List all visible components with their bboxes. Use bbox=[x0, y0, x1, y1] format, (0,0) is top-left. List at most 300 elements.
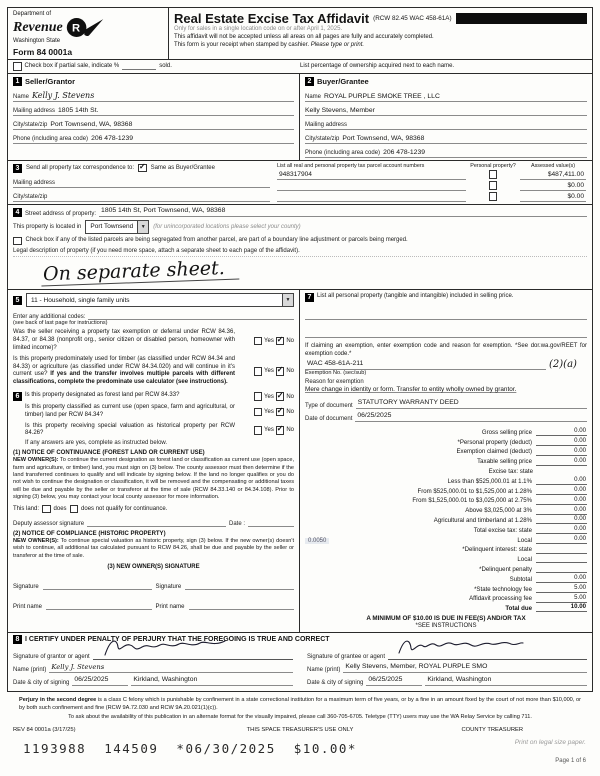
fee-amount[interactable] bbox=[536, 571, 587, 573]
buyer-phone-row bbox=[305, 144, 587, 158]
fee-label: Affidavit processing fee bbox=[469, 595, 532, 603]
fee-label: Local bbox=[517, 556, 532, 564]
no-checkbox[interactable] bbox=[276, 367, 285, 376]
fee-amount[interactable]: 0.00 bbox=[536, 457, 587, 466]
sold-label: sold. bbox=[159, 63, 172, 70]
fee-table bbox=[305, 426, 587, 612]
perjury-notice bbox=[19, 697, 581, 712]
partial-sale-row bbox=[8, 60, 592, 74]
fee-amount[interactable]: 10.00 bbox=[536, 603, 587, 612]
fee-label: *Personal property (deduct) bbox=[457, 438, 532, 446]
fee-row-total-due bbox=[305, 603, 587, 613]
grantor-date-label: Date & city of signing bbox=[13, 680, 70, 687]
document-type-label: Type of document bbox=[305, 403, 353, 410]
seller-title: Seller/Grantor bbox=[25, 76, 76, 86]
fee-amount[interactable] bbox=[536, 561, 587, 563]
agency-logo-block bbox=[8, 8, 169, 59]
section-1-number: 1 bbox=[13, 77, 22, 86]
exemption-handwritten-code[interactable]: (2)(a) bbox=[549, 359, 577, 371]
correspondence-mailing-row bbox=[13, 174, 270, 188]
fee-row-processing bbox=[305, 593, 587, 603]
seller-city-row bbox=[13, 116, 294, 130]
buyer-city-row bbox=[305, 130, 587, 144]
grantee-date-label: Date & city of signing bbox=[307, 680, 364, 687]
fee-label: From $1,525,000.01 to $3,025,000 at 2.75% bbox=[412, 497, 532, 505]
additional-codes-label: Enter any additional codes: bbox=[13, 314, 86, 321]
grantor-city-field[interactable]: Kirkland, Washington bbox=[131, 676, 293, 686]
county-treasurer-label: COUNTY TREASURER bbox=[461, 727, 524, 734]
fee-row-technology bbox=[305, 583, 587, 593]
land-use-code-value: 11 - Household, single family units bbox=[31, 296, 130, 304]
buyer-city-label: City/state/zip bbox=[305, 135, 340, 142]
assessed-value-field[interactable]: $0.00 bbox=[520, 193, 586, 202]
checkmark-icon: ✓ bbox=[276, 335, 284, 345]
fee-amount[interactable]: 5.00 bbox=[536, 584, 587, 593]
fee-amount[interactable]: 0.00 bbox=[536, 437, 587, 446]
yes-no-group bbox=[238, 329, 294, 352]
buyer-phone-label: Phone (including area code) bbox=[305, 149, 381, 156]
same-as-buyer-checkbox[interactable] bbox=[138, 164, 147, 173]
form-title: Real Estate Excise Tax Affidavit bbox=[174, 11, 370, 26]
legal-description-handwritten: On separate sheet. bbox=[41, 257, 240, 287]
street-address-row bbox=[13, 207, 587, 217]
buyer-header bbox=[305, 75, 587, 88]
grantor-date-field[interactable]: 06/25/2025 bbox=[72, 676, 128, 686]
certify-statement: I CERTIFY UNDER PENALTY OF PERJURY THAT THE FOREGOING IS TRUE AND CORRECT bbox=[25, 636, 330, 644]
grantor-signature-field[interactable] bbox=[93, 647, 293, 660]
fee-label: Exemption claimed (deduct) bbox=[456, 448, 532, 456]
fee-label: Gross selling price bbox=[481, 428, 532, 436]
correspondence-city-field[interactable] bbox=[50, 191, 270, 200]
checkmark-icon: ✓ bbox=[276, 424, 284, 434]
no-label: No bbox=[286, 393, 294, 400]
fee-row-personal bbox=[305, 436, 587, 446]
section-8-number: 8 bbox=[13, 635, 22, 644]
section-1-seller-grantor bbox=[8, 74, 300, 160]
left-column bbox=[8, 290, 300, 632]
grantee-date-row bbox=[307, 676, 587, 686]
notice-compliance-text: To continue special valuation as historic property, sign (3) below. If the new owner(s) doesn't wish to continue, all additional tax calculated pursuant to RCW 84.26, shall be due and payable by the seller or transferor at the time of sale. bbox=[13, 538, 294, 559]
fee-row-delinquent-local bbox=[305, 554, 587, 564]
fee-amount[interactable]: 0.00 bbox=[536, 447, 587, 456]
grantee-name-row bbox=[307, 663, 587, 673]
fee-label: *Delinquent interest: state bbox=[462, 546, 532, 554]
personal-property-header: Personal property? bbox=[470, 162, 516, 169]
document-date-row bbox=[305, 412, 587, 422]
correspondence-city-row bbox=[13, 188, 270, 202]
grantor-name-label: Name (print) bbox=[13, 667, 47, 674]
owner-signature-row bbox=[13, 581, 294, 590]
buyer-title: Buyer/Grantee bbox=[317, 76, 369, 86]
notice-continuance-text: To continue the current designation as forest land or classification as current use (open space, farm and agriculture, or timber) land, you must sign on (3) below. The county assessor must then determine if the land transferred continues to qualify and will indicate by signing below. If the land no longer qualifies or you do not wish to continue the designation or classification, it will be removed and the compensating or additional taxes will be due and payable by the seller or transferor at the time of sale (RCW 84.33.140 or 84.34.108). Prior to signing (3) below, you may contact your local county assessor for more information. bbox=[13, 457, 295, 501]
local-rate-value: 0.0050 bbox=[305, 538, 329, 544]
parcel-row bbox=[277, 180, 586, 191]
yes-no-group bbox=[238, 404, 294, 420]
deputy-date-field[interactable] bbox=[248, 518, 294, 527]
additional-codes-note: (see back of last page for instructions) bbox=[13, 320, 108, 327]
signature-label: Signature bbox=[13, 584, 39, 591]
parcel-row bbox=[277, 191, 586, 202]
chevron-down-icon: ▼ bbox=[282, 294, 293, 306]
parcel-table-header bbox=[277, 163, 586, 169]
question-text: Was the seller receiving a property tax exemption or deferral under RCW 84.36, 84.37, or 84.38 (nonprofit org., senior citizen or disabled person, homeowner with limited income)? bbox=[13, 329, 235, 352]
parcel-number-field[interactable] bbox=[277, 189, 466, 191]
document-type-field[interactable]: STATUTORY WARRANTY DEED bbox=[356, 399, 587, 409]
fee-row-agricultural bbox=[305, 515, 587, 525]
parcel-number-field[interactable] bbox=[277, 200, 466, 202]
segregated-label: Check box if any of the listed parcels are being segregated from another parcel, are part of a boundary line adjustment or parcels being merged. bbox=[25, 236, 408, 243]
owner-printname-row bbox=[13, 601, 294, 610]
parcel-number-field[interactable]: 948317904 bbox=[277, 171, 466, 180]
fee-amount[interactable]: 0.00 bbox=[536, 535, 587, 544]
title-row bbox=[174, 11, 587, 26]
rev-row bbox=[13, 727, 587, 733]
grantor-date-row bbox=[13, 676, 293, 686]
grantee-column bbox=[307, 644, 587, 686]
question-text: Is this property classified as current use (open space, farm and agricultural, or timber) land per RCW 84.34? bbox=[25, 404, 235, 418]
grantor-column bbox=[13, 644, 293, 686]
fee-amount[interactable]: 0.00 bbox=[536, 496, 587, 505]
grantor-signature-label: Signature of grantor or agent bbox=[13, 654, 90, 661]
fee-row-local bbox=[305, 534, 587, 544]
form-container bbox=[7, 7, 593, 692]
buyer-name-label: Name bbox=[305, 93, 322, 100]
no-checkbox[interactable] bbox=[276, 337, 285, 346]
partial-sale-left bbox=[13, 62, 300, 71]
fee-amount[interactable] bbox=[536, 552, 587, 554]
grantee-name-field[interactable]: Kelly Stevens, Member, ROYAL PURPLE SMO bbox=[343, 663, 587, 673]
print-legal-note: Print on legal size paper. bbox=[514, 739, 586, 746]
deputy-assessor-label: Deputy assessor signature bbox=[13, 521, 85, 527]
owner-signature-field[interactable] bbox=[185, 581, 294, 590]
title-block bbox=[169, 8, 592, 59]
main-columns bbox=[8, 289, 592, 632]
question-text-bold: If yes and the transfer involves multiple parcels with different classifications, complete the predominate use calculator (see instructions). bbox=[13, 371, 235, 386]
no-checkbox[interactable] bbox=[276, 426, 285, 435]
no-label: No bbox=[286, 408, 294, 415]
cashier-validation-stamp: 1193988 144509 *06/30/2025 $10.00* bbox=[23, 741, 357, 757]
fee-amount[interactable]: 0.00 bbox=[536, 427, 587, 436]
seller-phone-row bbox=[13, 130, 294, 144]
new-owners-lead: NEW OWNER(S): bbox=[13, 538, 59, 544]
does-not-label: does not qualify for continuance. bbox=[81, 505, 168, 512]
historic-property-question bbox=[25, 423, 294, 439]
located-note: (for unincorporated locations please select your county) bbox=[153, 223, 301, 230]
section-4-property bbox=[8, 204, 592, 290]
assessed-value-field[interactable]: $0.00 bbox=[520, 182, 586, 191]
question-text bbox=[13, 356, 235, 387]
notice-compliance-body bbox=[13, 538, 294, 560]
seller-exemption-question bbox=[13, 329, 294, 352]
form-header bbox=[8, 8, 592, 60]
owner-printname-field[interactable] bbox=[46, 601, 151, 610]
this-land-label: This land: bbox=[13, 505, 40, 512]
no-label: No bbox=[286, 338, 294, 345]
question-text-normal: Is this property predominately used for timber (as classified under RCW 84.34 and 84.33) or agriculture (as classified under RCW 84.34.020) and will continue in it's current use? bbox=[13, 355, 235, 378]
personal-property-checkbox[interactable] bbox=[489, 181, 498, 190]
exemption-intro: If claiming an exemption, enter exemption code and reason for exemption. *See dor.wa.gov/REET for exemption code.* bbox=[305, 343, 587, 358]
fee-amount[interactable]: 0.00 bbox=[536, 486, 587, 495]
section-4-number: 4 bbox=[13, 208, 22, 217]
section-2-number: 2 bbox=[305, 77, 314, 86]
fee-label: Local bbox=[517, 536, 532, 544]
fee-label: Excise tax: state bbox=[488, 468, 533, 475]
street-address-label: Street address of property: bbox=[25, 210, 97, 217]
logo-row bbox=[13, 17, 163, 38]
notice-compliance-title: (2) NOTICE OF COMPLIANCE (HISTORIC PROPERTY) bbox=[13, 531, 166, 537]
revenue-swoosh-logo-icon bbox=[66, 17, 104, 38]
fee-label: Above $3,025,000 at 3% bbox=[465, 507, 532, 515]
section-2-buyer-grantee bbox=[300, 74, 592, 160]
title-black-bar bbox=[456, 13, 587, 24]
checkmark-icon: ✓ bbox=[276, 390, 284, 400]
same-as-buyer-label: Same as Buyer/Grantee bbox=[150, 165, 215, 171]
buyer-name2-row bbox=[305, 102, 587, 116]
no-label: No bbox=[286, 368, 294, 375]
fee-amount[interactable]: 0.00 bbox=[536, 476, 587, 485]
document-date-label: Date of document bbox=[305, 416, 353, 423]
grantee-signature-field[interactable] bbox=[388, 647, 587, 660]
header-note-3a: This form is your receipt when stamped by cashier. bbox=[174, 41, 310, 48]
assessed-value-field[interactable]: $487,411.00 bbox=[520, 171, 586, 180]
ownership-note-text: List percentage of ownership acquired next to each name. bbox=[300, 63, 455, 70]
signature-label: Signature bbox=[155, 584, 182, 591]
seller-city-field[interactable]: Port Townsend, WA, 98368 bbox=[50, 120, 133, 128]
fee-label: *State technology fee bbox=[474, 585, 532, 593]
current-use-question bbox=[25, 404, 294, 420]
fee-row-bracket4 bbox=[305, 505, 587, 515]
fee-label: Less than $525,000.01 at 1.1% bbox=[447, 477, 532, 485]
buyer-phone-field[interactable]: 206 478-1239 bbox=[383, 148, 426, 156]
personal-property-row bbox=[305, 293, 587, 302]
correspondence-mailing-field[interactable] bbox=[58, 177, 270, 186]
additional-codes-field[interactable] bbox=[88, 311, 294, 320]
fee-amount[interactable]: 5.00 bbox=[536, 594, 587, 603]
deputy-assessor-row bbox=[13, 518, 294, 527]
page-number: Page 1 of 6 bbox=[555, 758, 586, 764]
section-3-correspondence bbox=[8, 160, 592, 204]
exemption-code-row bbox=[305, 359, 587, 370]
parcel-numbers-header: List all real and personal property tax parcel account numbers bbox=[276, 162, 425, 169]
yes-label: Yes bbox=[264, 427, 274, 434]
checkmark-icon: ✓ bbox=[276, 365, 284, 375]
buyer-name-field[interactable]: ROYAL PURPLE SMOKE TREE , LLC bbox=[324, 92, 440, 100]
page-footer bbox=[7, 692, 593, 756]
segregated-row bbox=[13, 237, 587, 246]
fee-label: Subtotal bbox=[509, 575, 532, 583]
fee-amount[interactable]: 0.00 bbox=[536, 574, 587, 583]
timber-agriculture-question bbox=[13, 356, 294, 387]
seller-phone-field[interactable]: 206 478-1239 bbox=[91, 134, 134, 142]
seller-mailing-field[interactable]: 1805 14th St. bbox=[58, 106, 99, 114]
section-3-number: 3 bbox=[13, 164, 22, 173]
owner-printname-field[interactable] bbox=[189, 601, 294, 610]
rev-number: REV 84 0001a (3/17/25) bbox=[13, 727, 76, 734]
personal-property-line[interactable] bbox=[305, 329, 587, 338]
dept-line2: Washington State bbox=[13, 38, 61, 44]
fee-row-bracket3 bbox=[305, 495, 587, 505]
owner-signature-field[interactable] bbox=[43, 581, 152, 590]
buyer-name2-field[interactable]: Kelly Stevens, Member bbox=[305, 106, 375, 114]
header-note-1: Only for sales in a single location code on or after April 1, 2025. bbox=[174, 26, 343, 32]
notice-continuance-title: (1) NOTICE OF CONTINUANCE (FOREST LAND OR CURRENT USE) bbox=[13, 450, 205, 457]
yes-no-group bbox=[238, 392, 294, 401]
legal-description-area[interactable] bbox=[13, 256, 587, 289]
fee-row-excise-header bbox=[305, 466, 587, 476]
correspondence-left bbox=[8, 161, 275, 204]
seller-phone-label: Phone (including area code) bbox=[13, 135, 89, 142]
fee-row-delinquent-interest bbox=[305, 544, 587, 554]
yes-checkbox[interactable] bbox=[254, 392, 263, 401]
correspondence-city-label: City/state/zip bbox=[13, 193, 48, 200]
parcel-row bbox=[277, 169, 586, 180]
yes-checkbox[interactable] bbox=[254, 426, 263, 435]
land-qualify-row bbox=[13, 505, 294, 514]
land-use-code-dropdown[interactable] bbox=[26, 293, 294, 307]
document-date-field[interactable]: 06/25/2025 bbox=[355, 412, 587, 422]
section-7-tax bbox=[300, 290, 592, 632]
does-checkbox[interactable] bbox=[42, 505, 51, 514]
chevron-down-icon: ▼ bbox=[137, 221, 148, 233]
dept-line1: Department of bbox=[13, 11, 52, 17]
section-8-certification bbox=[8, 632, 592, 691]
reason-exemption-label: Reason for exemption bbox=[305, 379, 364, 386]
new-owners-lead: NEW OWNER(S): bbox=[13, 457, 59, 464]
street-address-field[interactable]: 1805 14th St, Port Townsend, WA, 98368 bbox=[99, 207, 587, 217]
signature-columns bbox=[13, 644, 587, 686]
yes-checkbox[interactable] bbox=[254, 408, 263, 417]
fee-row-bracket2 bbox=[305, 485, 587, 495]
fee-row-bracket1 bbox=[305, 475, 587, 485]
partial-sale-percent-field[interactable] bbox=[122, 62, 156, 70]
section-7-number: 7 bbox=[305, 293, 314, 302]
header-note-3b: Please type or print. bbox=[310, 41, 365, 48]
question-text: Is this property designated as forest land per RCW 84.33? bbox=[25, 392, 180, 399]
fee-label: Total excise tax: state bbox=[473, 526, 532, 534]
segregated-checkbox[interactable] bbox=[13, 237, 22, 246]
form-number: Form 84 0001a bbox=[13, 47, 73, 57]
send-correspondence-row bbox=[13, 163, 270, 174]
does-not-checkbox[interactable] bbox=[70, 505, 79, 514]
no-checkbox[interactable] bbox=[276, 405, 285, 417]
grantor-signature-icon bbox=[101, 633, 231, 659]
no-checkbox[interactable] bbox=[276, 392, 285, 401]
alternate-format-notice: To ask about the availability of this publication in an alternate format for the visually impaired, please call 360-705-6705. Teletype (TTY) users may use the WA Relay Service by calling 711. bbox=[68, 714, 532, 720]
grantee-city-field[interactable]: Kirkland, Washington bbox=[425, 676, 587, 686]
reason-exemption-field[interactable]: Mere change in identity or form. Transfer to entity wholly owned by grantor. bbox=[305, 386, 517, 394]
exemption-code-field[interactable]: WAC 458-61A-211 bbox=[305, 360, 546, 370]
partial-sale-label: Check box if partial sale, indicate % bbox=[24, 63, 120, 70]
exemption-no-label: Exemption No. (sec/sub) bbox=[305, 370, 367, 377]
yes-checkbox[interactable] bbox=[254, 337, 263, 346]
document-type-row bbox=[305, 399, 587, 409]
personal-property-checkbox[interactable] bbox=[489, 192, 498, 201]
fee-row-delinquent-penalty bbox=[305, 563, 587, 573]
yes-label: Yes bbox=[264, 338, 274, 345]
section-5-number: 5 bbox=[13, 296, 22, 305]
checkmark-icon: ✓ bbox=[276, 405, 284, 415]
grantee-signature-icon bbox=[396, 633, 526, 659]
see-instructions-note: *SEE INSTRUCTIONS bbox=[415, 623, 477, 630]
perjury-body: is a class C felony which is punishable by confinement in a state correctional institution for a maximum term of five years, or by a fine in an amount fixed by the court of not more than $10,000, or by both such confinement and fine (RCW 9A.72.030 and RCW 9A.20.021(1)(c)). bbox=[19, 697, 581, 711]
buyer-city-field[interactable]: Port Townsend, WA, 98368 bbox=[342, 134, 425, 142]
personal-property-cell bbox=[470, 170, 516, 180]
personal-property-cell bbox=[470, 192, 516, 202]
personal-property-cell bbox=[470, 181, 516, 191]
yes-label: Yes bbox=[264, 408, 274, 415]
fee-row-subtotal bbox=[305, 573, 587, 583]
yes-no-group bbox=[238, 423, 294, 439]
deputy-assessor-signature-field[interactable] bbox=[87, 518, 226, 527]
buyer-mailing-label: Mailing address bbox=[305, 121, 348, 128]
fee-row-gross bbox=[305, 426, 587, 436]
seller-name-row bbox=[13, 88, 294, 102]
grantee-date-field[interactable]: 06/25/2025 bbox=[366, 676, 422, 686]
fee-amount[interactable]: 0.00 bbox=[536, 515, 587, 524]
fee-amount[interactable]: 0.00 bbox=[536, 525, 587, 534]
print-name-label: Print name bbox=[13, 604, 43, 611]
yes-no-group bbox=[238, 356, 294, 387]
yes-checkbox[interactable] bbox=[254, 367, 263, 376]
personal-property-label: List all personal property (tangible and intangible) included in selling price. bbox=[317, 293, 514, 300]
buyer-name-row bbox=[305, 88, 587, 102]
fee-row-total-state bbox=[305, 524, 587, 534]
treasurer-space-label: THIS SPACE TREASURER'S USE ONLY bbox=[246, 727, 354, 734]
fee-label: Agricultural and timberland at 1.28% bbox=[433, 516, 532, 524]
yes-label: Yes bbox=[264, 393, 274, 400]
location-row bbox=[13, 220, 587, 234]
use-code-row bbox=[13, 293, 294, 307]
personal-property-checkbox[interactable] bbox=[489, 170, 498, 179]
grantee-name-label: Name (print) bbox=[307, 667, 341, 674]
form-title-code: (RCW 82.45 WAC 458-61A) bbox=[373, 15, 452, 22]
no-label: No bbox=[286, 427, 294, 434]
question-text: Is this property receiving special valuation as historical property per RCW 84.26? bbox=[25, 422, 235, 437]
header-note-3 bbox=[174, 42, 587, 50]
if-yes-note: If any answers are yes, complete as instructed below. bbox=[25, 440, 168, 447]
grantor-name-field[interactable]: Kelly J. Stevens bbox=[49, 663, 293, 673]
grantee-signature-label: Signature of grantee or agent bbox=[307, 654, 386, 661]
location-dropdown-value: Port Townsend bbox=[90, 223, 134, 231]
partial-sale-checkbox[interactable] bbox=[13, 62, 22, 71]
minimum-due-note: A MINIMUM OF $10.00 IS DUE IN FEE(S) AND/OR TAX bbox=[366, 615, 526, 623]
agency-name: Revenue bbox=[13, 19, 63, 35]
grantee-signature-row bbox=[307, 647, 587, 660]
forest-land-question bbox=[13, 392, 294, 401]
logo-letter: R bbox=[71, 22, 80, 35]
fee-label: *Delinquent penalty bbox=[479, 565, 532, 573]
notice-continuance-body bbox=[13, 457, 294, 501]
located-in-label: This property is located in bbox=[13, 223, 82, 230]
new-owners-signature-title: (3) NEW OWNER(S) SIGNATURE bbox=[107, 564, 200, 571]
buyer-mailing-row bbox=[305, 116, 587, 130]
fee-label: Taxable selling price bbox=[477, 458, 532, 466]
parties-section bbox=[8, 74, 592, 160]
additional-codes-row bbox=[13, 311, 294, 320]
seller-name-field[interactable]: Kelly J. Stevens bbox=[32, 90, 95, 100]
grantor-signature-row bbox=[13, 647, 293, 660]
assessed-value-header: Assessed value(s) bbox=[530, 162, 576, 169]
personal-property-line[interactable] bbox=[305, 311, 587, 320]
does-label: does bbox=[53, 505, 67, 512]
fee-amount[interactable]: 0.00 bbox=[536, 506, 587, 515]
checkmark-icon: ✓ bbox=[138, 162, 146, 171]
fee-row-exemption bbox=[305, 446, 587, 456]
seller-header bbox=[13, 75, 294, 88]
fee-label: Total due bbox=[505, 605, 532, 613]
seller-mailing-label: Mailing address bbox=[13, 107, 56, 114]
location-dropdown[interactable] bbox=[85, 220, 149, 234]
